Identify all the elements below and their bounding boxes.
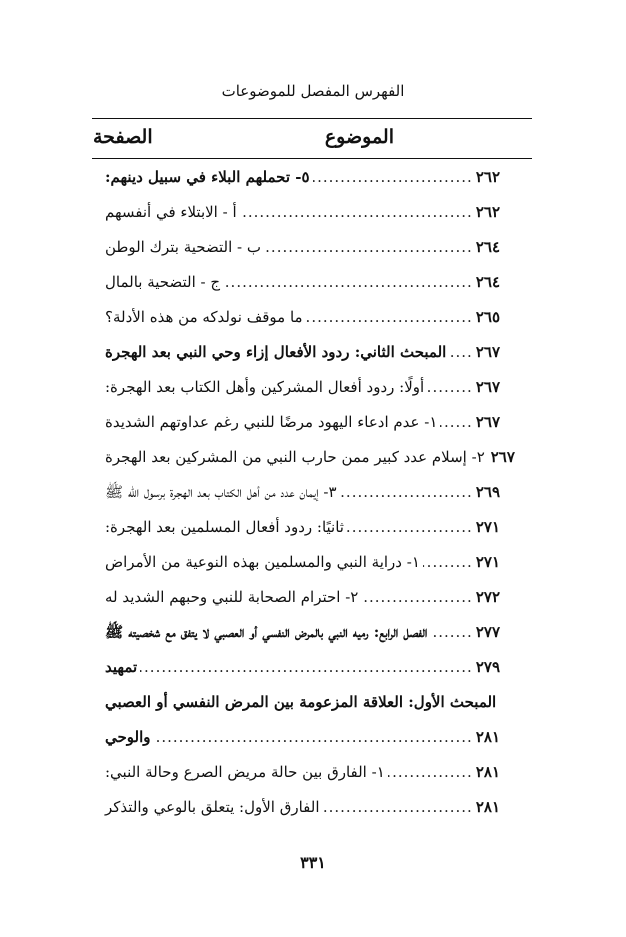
toc-entry xyxy=(105,518,500,553)
dot-leader xyxy=(430,623,473,641)
column-header-divider xyxy=(92,158,532,159)
toc-entry-title: والوحي xyxy=(105,728,151,746)
dot-leader xyxy=(347,518,473,536)
toc-entry-page: ٢٨١ xyxy=(475,763,500,781)
toc-entry xyxy=(105,588,500,623)
toc-entry xyxy=(105,658,500,693)
toc-entry-title: ما موقف نولدكه من هذه الأدلة؟ xyxy=(105,308,303,326)
dot-leader xyxy=(240,203,473,221)
toc-entry xyxy=(105,168,500,203)
toc-entry-title: أ - الابتلاء في أنفسهم xyxy=(105,203,237,221)
dot-leader xyxy=(306,308,473,326)
toc-entry-page: ٢٧١ xyxy=(475,553,500,571)
toc-entry-page: ٢٦٤ xyxy=(475,273,500,291)
dot-leader xyxy=(313,168,473,186)
page-number: ٣٣١ xyxy=(300,853,326,872)
toc-entry xyxy=(105,343,500,378)
toc-entry-title: الفارق الأول: يتعلق بالوعي والتذكر xyxy=(105,798,320,816)
toc-entry-page: ٢٦٩ xyxy=(475,483,500,501)
toc-entry xyxy=(105,728,500,763)
toc-entry-page: ٢٧٧ xyxy=(475,623,500,641)
toc-entry xyxy=(105,623,500,658)
toc-entry-page: ٢٦٧ xyxy=(475,378,500,396)
toc-entry-page: ٢٦٤ xyxy=(475,238,500,256)
toc-entry xyxy=(105,483,500,518)
toc-entry-title: ١- الفارق بين حالة مريض الصرع وحالة النبي: xyxy=(105,763,385,781)
toc-entry-title: أولًا: ردود أفعال المشركين وأهل الكتاب بعد الهجرة: xyxy=(105,378,425,396)
toc-entry xyxy=(105,308,500,343)
toc-entry-page: ٢٧٢ xyxy=(475,588,500,606)
toc-entry-page: ٢٦٥ xyxy=(475,308,500,326)
toc-entry-page: ٢٧٩ xyxy=(475,658,500,676)
column-header-topic: الموضوع xyxy=(324,126,394,148)
toc-entry xyxy=(105,273,500,308)
dot-leader xyxy=(264,238,473,256)
dot-leader xyxy=(449,343,473,361)
toc-entry xyxy=(105,448,515,483)
dot-leader xyxy=(423,553,473,571)
toc-entry xyxy=(105,413,500,448)
toc-entry-title: ٢- إسلام عدد كبير ممن حارب النبي من المشركين بعد الهجرة xyxy=(105,448,485,466)
dot-leader xyxy=(388,763,473,781)
toc-entry-title: ١- عدم ادعاء اليهود مرضًا للنبي رغم عداوتهم الشديدة xyxy=(105,413,438,431)
toc-entry-title: المبحث الثاني: ردود الأفعال إزاء وحي النبي بعد الهجرة xyxy=(105,343,447,361)
toc-entry-page: ٢٧١ xyxy=(475,518,500,536)
toc-entry-page: ٢٦٧ xyxy=(490,448,515,466)
toc-entry-page: ٢٨١ xyxy=(475,728,500,746)
dot-leader xyxy=(223,273,473,291)
toc-entry-page: ٢٦٧ xyxy=(475,343,500,361)
dot-leader xyxy=(323,798,473,816)
toc-entry-title: المبحث الأول: العلاقة المزعومة بين المرض النفسي أو العصبي xyxy=(105,693,497,711)
toc-entry xyxy=(105,693,500,728)
toc-entry xyxy=(105,203,500,238)
toc-entry-title: ٥- تحملهم البلاء في سبيل دينهم: xyxy=(105,168,310,186)
toc-entry xyxy=(105,763,500,798)
dot-leader xyxy=(140,658,473,676)
toc-entry-title: ب - التضحية بترك الوطن xyxy=(105,238,261,256)
dot-leader xyxy=(361,588,472,606)
dot-leader xyxy=(340,483,473,501)
running-header: الفهرس المفصل للموضوعات xyxy=(221,82,405,100)
toc-entry xyxy=(105,238,500,273)
toc-entry-page: ٢٦٧ xyxy=(475,413,500,431)
toc-entry xyxy=(105,553,500,588)
toc-entry-title: ج - التضحية بالمال xyxy=(105,273,221,291)
toc-entry-title: تمهيد xyxy=(105,658,138,676)
toc-entry xyxy=(105,378,500,413)
toc-entry-title: ١- دراية النبي والمسلمين بهذه النوعية من الأمراض xyxy=(105,553,420,571)
toc-entry-page: ٢٦٢ xyxy=(475,203,500,221)
dot-leader xyxy=(440,413,472,431)
toc-entry-title: الفصل الرابع: رميه النبي بالمرض النفسي أو العصبي لا يتفق مع شخصيته ﷺ xyxy=(105,623,428,641)
toc-entry-title: ثانيًا: ردود أفعال المسلمين بعد الهجرة: xyxy=(105,518,344,536)
table-of-contents xyxy=(105,168,515,833)
toc-entry-page: ٢٦٢ xyxy=(475,168,500,186)
column-header-page: الصفحة xyxy=(93,126,153,148)
toc-entry-page: ٢٨١ xyxy=(475,798,500,816)
toc-entry xyxy=(105,798,500,833)
toc-entry-title: ٣- إيمان عدد من أهل الكتاب بعد الهجرة برسول الله ﷺ xyxy=(105,483,337,501)
toc-entry-title: ٢- احترام الصحابة للنبي وحبهم الشديد له xyxy=(105,588,359,606)
dot-leader xyxy=(427,378,473,396)
dot-leader xyxy=(154,728,473,746)
header-divider xyxy=(92,118,532,119)
